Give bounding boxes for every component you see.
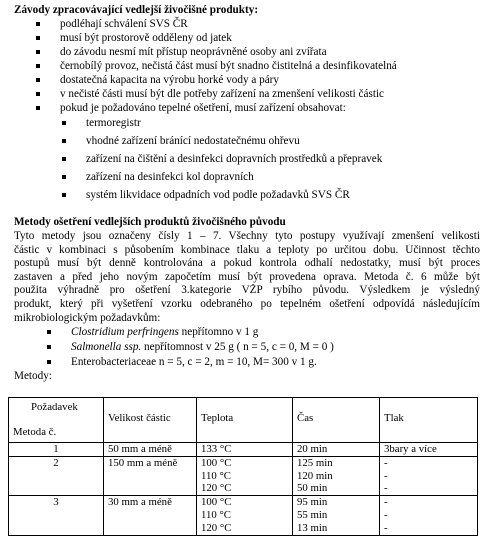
time-cell: 20 min <box>293 443 380 457</box>
time-cell: 125 min 120 min 50 min <box>293 456 380 495</box>
bullet-icon <box>62 121 66 125</box>
table-row <box>9 496 478 535</box>
bullet-icon <box>62 157 66 161</box>
temperature-cell: 100 °C 110 °C 120 °C <box>197 496 293 535</box>
list-item: pokud je požadováno tepelné ošetření, musí zařízení obsahovat: <box>60 102 346 116</box>
pressure-cell: 3bary a více <box>380 443 478 457</box>
bullet-icon <box>36 50 40 54</box>
paragraph-line: použita výhradně pro ošetření 3.kategorie VŽP rybího původu. Výsledkem je výsledný <box>14 284 480 297</box>
table-row <box>9 443 478 457</box>
criterion-item: Salmonella ssp. nepřítomnost v 25 g ( n = 5, c = 0, M = 0 ) <box>71 341 334 355</box>
header-cell-temperature: Teplota <box>197 398 293 443</box>
bullet-icon <box>36 106 40 110</box>
criterion-item: Enterobacteriaceae n = 5, c = 2, m = 10, M= 300 v 1 g. <box>71 356 317 370</box>
header-cell-time: Čas <box>293 398 380 443</box>
paragraph-line: zastaven a před jeho novým započetím musí být provedena oprava. Metoda č. 6 může být <box>14 270 480 283</box>
table-row <box>9 456 478 495</box>
list-item: černobílý provoz, nečistá část musí být snadno čistitelná a desinfikovatelná <box>60 60 397 74</box>
bullet-icon <box>62 193 66 197</box>
particle-size-cell: 150 mm a méně <box>104 456 197 495</box>
methods-paragraph <box>14 230 480 325</box>
list-item: v nečisté části musí být dle potřeby zařízení na zmenšení velikosti částic <box>60 88 384 102</box>
temperature-cell: 100 °C 110 °C 120 °C <box>197 456 293 495</box>
bullet-icon <box>47 360 51 364</box>
bullet-icon <box>62 175 66 179</box>
bullet-icon <box>47 330 51 334</box>
sublist-item: zařízení na desinfekci kol dopravních <box>86 171 254 185</box>
header-cell-requirement-method: Požadavek Metoda č. <box>9 398 104 443</box>
sublist-item: zařízení na čištění a desinfekci dopravních prostředků a přepravek <box>86 153 382 167</box>
criterion-item: Clostridium perfringens nepřítomno v 1 g <box>71 326 258 340</box>
particle-size-cell: 50 mm a méně <box>104 443 197 457</box>
sublist-item: systém likvidace odpadních vod podle požadavků SVS ČR <box>86 189 350 203</box>
sublist-item: termoregistr <box>86 117 141 131</box>
table-header-row <box>9 398 478 443</box>
list-item: podléhají schválení SVS ČR <box>60 18 188 32</box>
bullet-icon <box>36 36 40 40</box>
bullet-icon <box>62 139 66 143</box>
methods-table <box>8 397 478 536</box>
bullet-icon <box>36 78 40 82</box>
paragraph-line: produkt, který při vyšetření vzorku odebraného po tepelném ošetření odpovídá následujícím <box>14 297 480 310</box>
methods-label: Metody: <box>14 370 52 382</box>
paragraph-line: Tyto metody jsou označeny čísly 1 – 7. Všechny tyto postupy využívají zmenšení velikosti <box>14 230 480 242</box>
paragraph-line: mikrobiologickým požadavkům: <box>14 311 161 324</box>
pressure-cell: - - - <box>380 496 478 535</box>
sublist-item: vhodné zařízení bránící nedostatečnému ohřevu <box>86 135 300 149</box>
section-title-zavody: Závody zpracovávající vedlejší živočišné produkty: <box>14 4 259 16</box>
bullet-icon <box>36 92 40 96</box>
bullet-icon <box>36 64 40 68</box>
section-title-metody: Metody ošetření vedlejších produktů živočišného původu <box>14 216 286 228</box>
paragraph-line: částic v kombinaci s působením kombinace tlaku a teploty po určitou dobu. Účinnost těchto <box>14 243 480 256</box>
list-item: do závodu nesmí mít přístup neoprávněné osoby ani zvířata <box>60 46 327 60</box>
method-number-cell: 2 <box>9 456 104 495</box>
bullet-icon <box>47 345 51 349</box>
list-item: musí být prostorově odděleny od jatek <box>60 32 232 46</box>
list-item: dostatečná kapacita na výrobu horké vody a páry <box>60 74 279 88</box>
method-number-cell: 1 <box>9 443 104 457</box>
pressure-cell: - - - <box>380 456 478 495</box>
particle-size-cell: 30 mm a méně <box>104 496 197 535</box>
paragraph-line: postupů musí být denně kontrolována a pokud kontrola odhalí nedostatky, musí být proces <box>14 257 480 270</box>
header-cell-particle-size: Velikost částic <box>104 398 197 443</box>
method-number-cell: 3 <box>9 496 104 535</box>
time-cell: 95 min 55 min 13 min <box>293 496 380 535</box>
header-cell-pressure: Tlak <box>380 398 478 443</box>
bullet-icon <box>36 22 40 26</box>
temperature-cell: 133 °C <box>197 443 293 457</box>
